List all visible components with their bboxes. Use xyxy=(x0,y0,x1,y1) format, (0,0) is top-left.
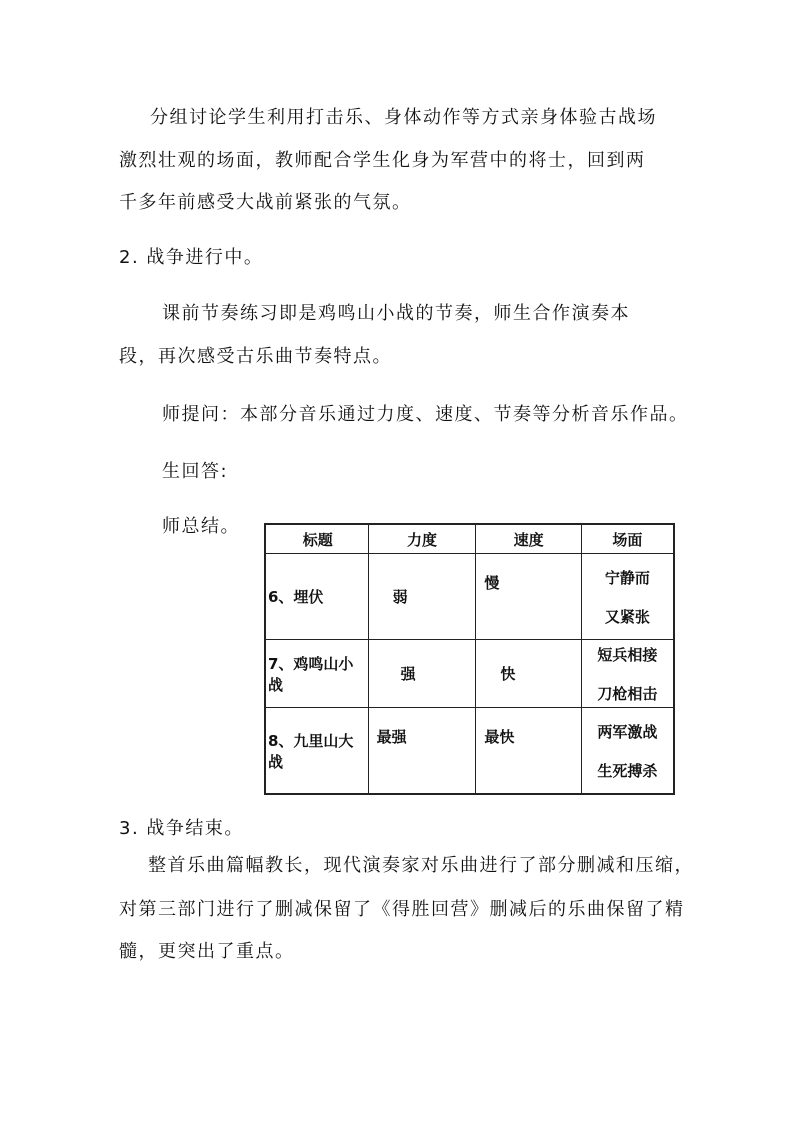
paragraph-line: 师提问：本部分音乐通过力度、速度、节奏等分析音乐作品。 xyxy=(162,404,689,425)
section-heading: 3. 战争结束。 xyxy=(119,818,244,839)
table-cell-force: 弱 xyxy=(368,554,476,640)
table-header-cell: 力度 xyxy=(368,524,476,554)
table-cell-force: 强 xyxy=(368,640,476,708)
paragraph-line: 师总结。 xyxy=(162,516,240,537)
scene-line: 短兵相接 xyxy=(597,645,658,664)
table-cell-title: 6、埋伏 xyxy=(265,554,368,640)
paragraph-line: 生回答: xyxy=(162,461,229,482)
table-cell-scene xyxy=(581,708,674,795)
music-analysis-table xyxy=(264,523,675,795)
table-cell-speed: 快 xyxy=(476,640,582,708)
scene-line: 生死搏杀 xyxy=(597,761,658,780)
scene-line: 宁静而 xyxy=(604,568,650,587)
table-header-row xyxy=(265,524,674,554)
table-cell-scene xyxy=(581,640,674,708)
table-cell-speed: 慢 xyxy=(476,554,582,640)
scene-line: 两军激战 xyxy=(597,722,658,741)
table-cell-title: 8、九里山大战 xyxy=(265,708,368,795)
scene-line: 又紧张 xyxy=(604,607,650,626)
paragraph-line: 对第三部门进行了删减保留了《得胜回营》删减后的乐曲保留了精 xyxy=(119,899,685,920)
paragraph-line: 激烈壮观的场面，教师配合学生化身为军营中的将士，回到两 xyxy=(119,150,646,171)
table-cell-speed: 最快 xyxy=(476,708,582,795)
paragraph-line: 髓，更突出了重点。 xyxy=(119,941,295,962)
table-header-cell: 速度 xyxy=(476,524,582,554)
paragraph-line: 段，再次感受古乐曲节奏特点。 xyxy=(119,346,392,367)
table-cell-force: 最强 xyxy=(368,708,476,795)
table-cell-title: 7、鸡鸣山小战 xyxy=(265,640,368,708)
table-header-cell: 标题 xyxy=(265,524,368,554)
paragraph-line: 分组讨论学生利用打击乐、身体动作等方式亲身体验古战场 xyxy=(150,107,657,128)
paragraph-line: 千多年前感受大战前紧张的气氛。 xyxy=(119,192,412,213)
table-cell-scene xyxy=(581,554,674,640)
paragraph-line: 整首乐曲篇幅教长，现代演奏家对乐曲进行了部分删减和压缩， xyxy=(148,855,694,876)
table-header-cell: 场面 xyxy=(581,524,674,554)
paragraph-line: 课前节奏练习即是鸡鸣山小战的节奏，师生合作演奏本 xyxy=(162,303,630,324)
table-row xyxy=(265,640,674,708)
scene-line: 刀枪相击 xyxy=(597,684,658,703)
table-row xyxy=(265,708,674,795)
table-row xyxy=(265,554,674,640)
section-heading: 2. 战争进行中。 xyxy=(119,247,264,268)
